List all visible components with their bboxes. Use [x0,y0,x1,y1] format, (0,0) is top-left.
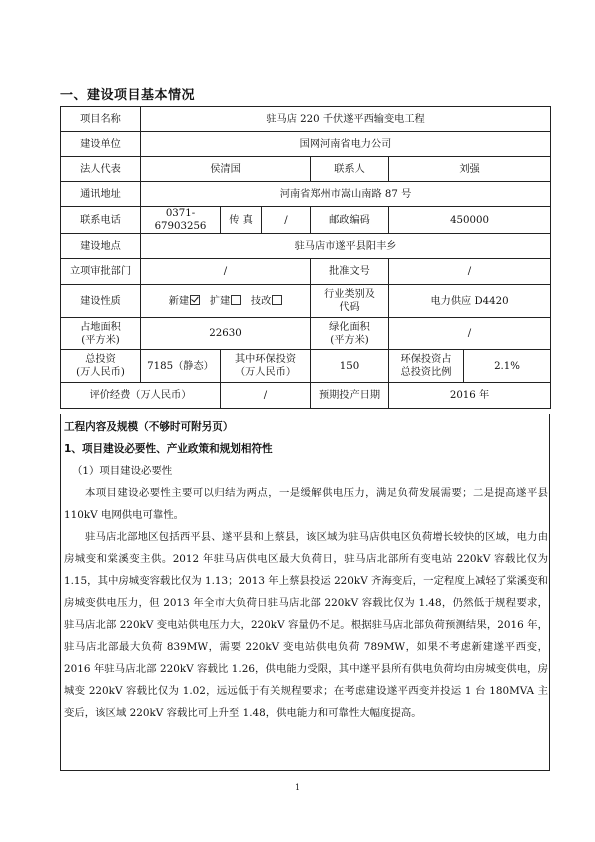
project-name-label: 项目名称 [61,107,141,132]
table-row [61,318,551,350]
contact-label: 联系人 [311,157,389,182]
paragraph: 驻马店北部地区包括西平县、遂平县和上蔡县，该区域为驻马店供电区负荷增长较快的区域，电力由房城变和棠溪变主供。2012 年驻马店供电区最大负荷日，驻马店北部所有变电站 220kV 容载比仅为 1.15，其中房城变容载比仅为 1.13；2013 年上蔡县投运 220kV 齐海变后，一定程度上减轻了棠溪变和房城变供电压力，但 2013 年全市大负荷日驻马店北部 220kV 容载比仅为 1.48，仍然低于规程要求，驻马店北部 220kV 变电站供电压力大，220kV 容量仍不足。根据驻马店北部负荷预测结果，2016 年，驻马店北部最大负荷 839MW，需要 220kV 变电站供电负荷 789MW，如果不考虑新建遂平西变，2016 年驻马店北部 220kV 容载比 1.26，供电能力受限，其中遂平县所有供电负荷均由房城变供电，房城变 220kV 容载比仅为 1.02，远远低于有关规程要求；在考虑建设遂平西变并投运 1 台 180MVA 主变后，该区域 220kV 容载比可上升至 1.48，供电能力和可靠性大幅度提高。 [64,531,548,719]
invest-value: 7185（静态） [141,350,221,383]
table-row [61,259,551,285]
nature-option-upgrade: 技改 [251,296,282,307]
approval-dept-label: 立项审批部门 [61,259,141,285]
location-label: 建设地点 [61,234,141,259]
section-title: 一、建设项目基本情况 [60,88,196,103]
table-row [61,285,551,318]
nature-option-new: 新建 [169,296,200,307]
legal-rep-label: 法人代表 [61,157,141,182]
table-row [61,383,551,409]
approval-doc-label: 批准文号 [311,259,389,285]
project-info-table [60,106,551,409]
table-row [61,234,551,259]
env-ratio-label: 环保投资占 总投资比例 [389,350,464,383]
checkbox-icon [231,295,241,305]
content-subheading: 1、项目建设必要性、产业政策和规划相符性 [64,443,273,455]
table-row [61,107,551,132]
env-ratio-value: 2.1% [464,350,551,383]
table-row [61,132,551,157]
invest-label: 总投资 (万人民币) [61,350,141,383]
industry-label: 行业类别及 代码 [311,285,389,318]
content-area [64,416,548,724]
phone-value: 0371-67903256 [141,207,221,234]
approval-doc-value: / [389,259,551,285]
nature-label: 建设性质 [61,285,141,318]
postcode-value: 450000 [389,207,551,234]
address-label: 通讯地址 [61,182,141,207]
green-label: 绿化面积 (平方米) [311,318,389,350]
unit-label: 建设单位 [61,132,141,157]
project-name-value: 驻马店 220 千伏遂平西输变电工程 [141,107,551,132]
phone-label: 联系电话 [61,207,141,234]
table-row [61,157,551,182]
table-row [61,182,551,207]
fax-value: / [262,207,311,234]
nature-option-expand: 扩建 [210,296,241,307]
checkbox-icon [272,295,282,305]
eval-fee-label: 评价经费（万人民币） [61,383,221,409]
contact-value: 刘强 [389,157,551,182]
checked-box-icon [190,295,200,305]
env-invest-value: 150 [311,350,389,383]
area-label: 占地面积 (平方米) [61,318,141,350]
table-row [61,207,551,234]
address-value: 河南省郑州市嵩山南路 87 号 [141,182,551,207]
unit-value: 国网河南省电力公司 [141,132,551,157]
page-number: 1 [294,783,301,792]
content-heading: 工程内容及规模（不够时可附另页） [64,421,234,433]
date-value: 2016 年 [389,383,551,409]
legal-rep-value: 侯清国 [141,157,311,182]
location-value: 驻马店市遂平县阳丰乡 [141,234,551,259]
nature-options [141,285,311,318]
approval-dept-value: / [141,259,311,285]
area-value: 22630 [141,318,311,350]
paragraph: 本项目建设必要性主要可以归结为两点，一是缓解供电压力，满足负荷发展需要；二是提高遂平县 110kV 电网供电可靠性。 [64,487,548,521]
green-value: / [389,318,551,350]
date-label: 预期投产日期 [311,383,389,409]
table-row [61,350,551,383]
env-invest-label: 其中环保投资 （万人民币） [221,350,311,383]
eval-fee-value: / [221,383,311,409]
fax-label: 传 真 [221,207,262,234]
industry-value: 电力供应 D4420 [389,285,551,318]
content-item: （1）项目建设必要性 [72,465,173,477]
postcode-label: 邮政编码 [311,207,389,234]
